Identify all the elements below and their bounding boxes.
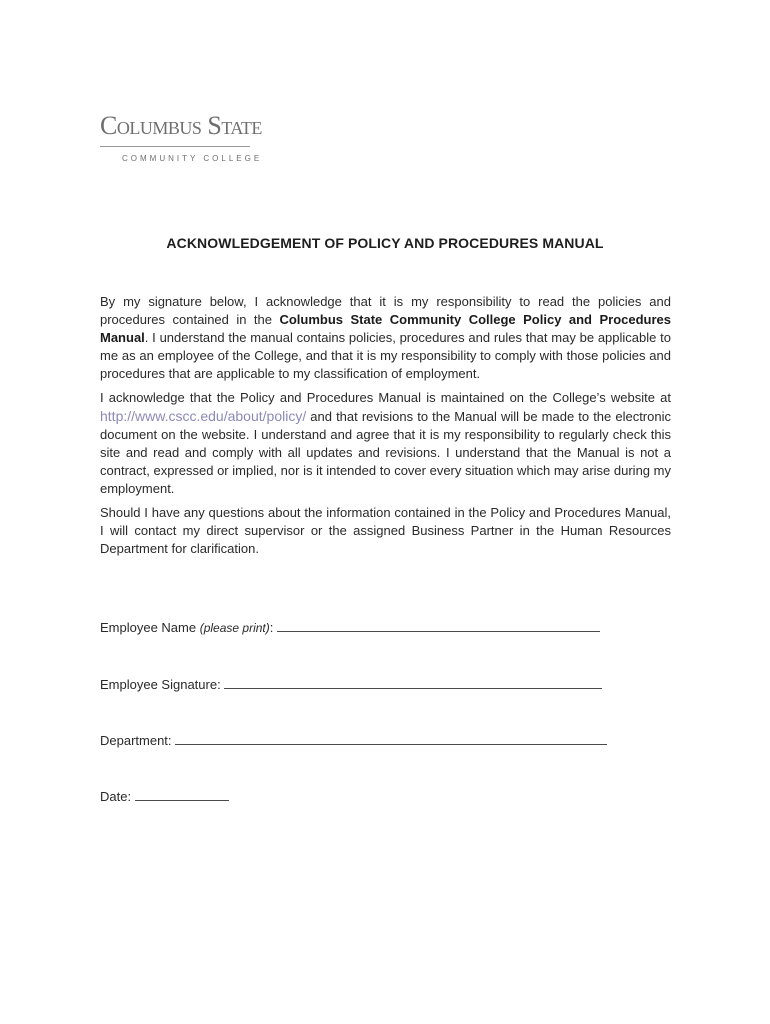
logo-subtitle: COMMUNITY COLLEGE bbox=[122, 154, 263, 163]
employee-name-hint: (please print) bbox=[199, 621, 270, 635]
employee-signature-label: Employee Signature: bbox=[100, 677, 221, 692]
employee-name-line[interactable] bbox=[277, 618, 600, 632]
paragraph1-text-a: By my signature below, I acknowledge that it is my responsibility to read the policies and procedures contained in the bbox=[100, 294, 671, 327]
college-logo bbox=[100, 111, 263, 163]
document-title: ACKNOWLEDGEMENT OF POLICY AND PROCEDURES MANUAL bbox=[166, 235, 604, 251]
logo-name: Columbus State bbox=[100, 111, 262, 140]
paragraph-website-acknowledgement bbox=[100, 389, 671, 498]
document-body bbox=[100, 293, 671, 564]
date-line[interactable] bbox=[135, 787, 229, 801]
paragraph2-text-a: I acknowledge that the Policy and Procedures Manual is maintained on the College’s website at bbox=[100, 390, 671, 405]
policy-website-link[interactable]: http://www.cscc.edu/about/policy/ bbox=[100, 408, 307, 424]
employee-signature-field bbox=[100, 675, 602, 692]
date-field bbox=[100, 787, 229, 804]
employee-name-field bbox=[100, 618, 600, 635]
paragraph2-text-b: and that revisions to the Manual will be made to the electronic document on the website. I understand and agree that it is my responsibility to regularly check this site and read and comply with all updates and revisions. I understand that the Manual is not a contract, expressed or implied, nor is it intended to cover every situation which may arise during my employment. bbox=[100, 409, 671, 496]
paragraph-questions: Should I have any questions about the information contained in the Policy and Procedures Manual, I will contact my direct supervisor or the assigned Business Partner in the Human Resources Department for clarification. bbox=[100, 505, 671, 556]
department-label: Department: bbox=[100, 733, 172, 748]
date-label: Date: bbox=[100, 789, 132, 804]
paragraph-signature-acknowledgement bbox=[100, 293, 671, 383]
employee-signature-line[interactable] bbox=[224, 675, 602, 689]
employee-name-label: Employee Name bbox=[100, 620, 200, 635]
department-field bbox=[100, 731, 607, 748]
manual-name-bold: Columbus State Community College Policy and Procedures Manual bbox=[100, 312, 671, 345]
logo-divider bbox=[100, 146, 250, 147]
employee-name-colon: : bbox=[269, 620, 274, 635]
department-line[interactable] bbox=[175, 731, 607, 745]
paragraph1-text-b: . I understand the manual contains policies, procedures and rules that may be applicable to me as an employee of the College, and that it is my responsibility to comply with those policies and procedures that are applicable to my classification of employment. bbox=[100, 330, 671, 381]
